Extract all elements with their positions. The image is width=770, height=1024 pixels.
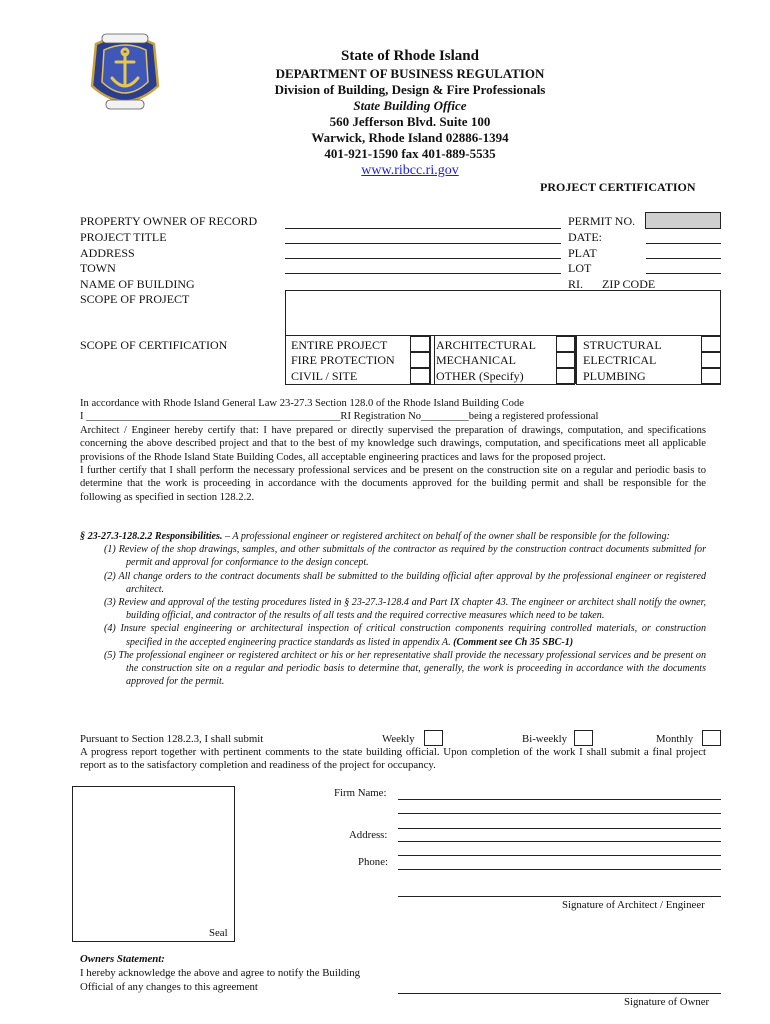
seal-box[interactable] xyxy=(72,786,235,942)
firm-name-input-line[interactable] xyxy=(398,799,721,800)
label-date: DATE: xyxy=(568,230,602,244)
checkbox-entire-project[interactable] xyxy=(410,336,430,352)
owner-statement-heading: Owners Statement: xyxy=(80,953,165,965)
scope-fire-protection: FIRE PROTECTION xyxy=(291,353,395,367)
label-firm-name: Firm Name: xyxy=(334,787,387,799)
responsibilities-section xyxy=(80,530,706,688)
scope-other: OTHER (Specify) xyxy=(436,369,524,383)
firm-address-input-line[interactable] xyxy=(398,828,721,829)
address-input-line[interactable] xyxy=(285,258,561,259)
checkbox-biweekly[interactable] xyxy=(574,730,593,746)
label-monthly: Monthly xyxy=(656,733,694,745)
label-project-title: PROJECT TITLE xyxy=(80,230,167,244)
header-phone-fax: 401-921-1590 fax 401-889-5535 xyxy=(324,146,496,161)
header-city: Warwick, Rhode Island 02886-1394 xyxy=(311,130,509,145)
checkbox-structural[interactable] xyxy=(701,336,721,352)
certification-text xyxy=(80,397,706,504)
firm-phone-input-line-2[interactable] xyxy=(398,869,721,870)
date-input-line[interactable] xyxy=(646,243,721,244)
permit-number-field[interactable] xyxy=(645,212,721,229)
label-town: TOWN xyxy=(80,261,116,275)
scope-civil-site: CIVIL / SITE xyxy=(291,369,358,383)
header-division: Division of Building, Design & Fire Professionals xyxy=(274,82,546,97)
label-plat: PLAT xyxy=(568,246,597,260)
owner-signature-line[interactable] xyxy=(398,993,721,994)
checkbox-civil-site[interactable] xyxy=(410,368,430,384)
scope-entire-project: ENTIRE PROJECT xyxy=(291,338,388,352)
checkbox-mechanical[interactable] xyxy=(556,352,576,368)
label-weekly: Weekly xyxy=(382,733,415,745)
state-seal-logo xyxy=(86,30,164,114)
scope-structural: STRUCTURAL xyxy=(583,338,662,352)
seal-label: Seal xyxy=(209,927,228,939)
architect-signature-line[interactable] xyxy=(398,896,721,897)
responsibility-item-2: (2) All change orders to the contract documents shall be submitted to the building official after approval by the professional engineer or registered architect. xyxy=(104,570,706,595)
checkbox-other[interactable] xyxy=(556,368,576,384)
label-scope-certification: SCOPE OF CERTIFICATION xyxy=(80,338,228,352)
checkbox-monthly[interactable] xyxy=(702,730,721,746)
scope-mechanical: MECHANICAL xyxy=(436,353,516,367)
firm-phone-input-line[interactable] xyxy=(398,855,721,856)
label-lot: LOT xyxy=(568,261,592,275)
responsibility-item-3: (3) Review and approval of the testing procedures listed in § 23-27.3-128.4 and Part IX chapter 43. The engineer or architect shall notify the owner, building official, and contractor of the results of all tests and the required corrective measures which need to be taken. xyxy=(104,597,706,622)
scope-plumbing: PLUMBING xyxy=(583,369,646,383)
project-title-input-line[interactable] xyxy=(285,243,561,244)
label-address: ADDRESS xyxy=(80,246,135,260)
label-zip: ZIP CODE xyxy=(602,277,656,291)
owner-input-line[interactable] xyxy=(285,228,561,229)
header-department: DEPARTMENT OF BUSINESS REGULATION xyxy=(275,66,545,81)
website-link[interactable]: www.ribcc.ri.gov xyxy=(361,163,459,178)
label-building: NAME OF BUILDING xyxy=(80,277,195,291)
architect-signature-label: Signature of Architect / Engineer xyxy=(562,899,705,911)
owner-statement-line1: I hereby acknowledge the above and agree to notify the Building xyxy=(80,967,361,979)
reporting-pursuant: Pursuant to Section 128.2.3, I shall submit xyxy=(80,733,264,745)
label-permit: PERMIT NO. xyxy=(568,214,636,228)
label-scope-project: SCOPE OF PROJECT xyxy=(80,292,190,306)
scope-col3-group xyxy=(576,335,721,385)
checkbox-architectural[interactable] xyxy=(556,336,576,352)
label-owner: PROPERTY OWNER OF RECORD xyxy=(80,214,258,228)
plat-input-line[interactable] xyxy=(646,258,721,259)
scope-col2-group xyxy=(430,335,575,385)
firm-name-input-line-2[interactable] xyxy=(398,813,721,814)
town-input-line[interactable] xyxy=(285,273,561,274)
label-firm-phone: Phone: xyxy=(358,856,388,868)
header-street: 560 Jefferson Blvd. Suite 100 xyxy=(329,114,491,129)
responsibilities-intro: – A professional engineer or registered architect on behalf of the owner shall be responsible for the following: xyxy=(222,531,670,542)
firm-address-input-line-2[interactable] xyxy=(398,841,721,842)
cert-body: Architect / Engineer hereby certify that: I have prepared or directly supervised the preparation of drawings, computation, and specifications concerning the above described project and that to the best of my knowledge such drawings, computation, and specifications meet all applicable provisions of the Rhode Island State Building Codes, all acceptable engineering practices and laws for the proposed project. xyxy=(80,424,706,463)
lot-input-line[interactable] xyxy=(646,273,721,274)
owner-statement-line2: Official of any changes to this agreement xyxy=(80,981,258,993)
responsibilities-heading: § 23-27.3-128.2.2 Responsibilities. xyxy=(80,531,223,542)
reporting-text: A progress report together with pertinent comments to the state building official. Upon completion of the work I shall submit a final project report as to the satisfactory completion and readiness of the project for occupancy. xyxy=(80,746,706,772)
responsibility-item-4-note: (Comment see Ch 35 SBC-1) xyxy=(453,636,574,648)
form-title: PROJECT CERTIFICATION xyxy=(540,180,696,194)
responsibility-item-5: (5) The professional engineer or registered architect or his or her representative shall provide the necessary professional services and be present on the construction site on a regular and periodic basis to determine that, generally, the work is proceeding in accordance with the documents approved for the permit. xyxy=(104,649,706,688)
label-biweekly: Bi-weekly xyxy=(522,733,567,745)
checkbox-weekly[interactable] xyxy=(424,730,443,746)
label-firm-address: Address: xyxy=(349,829,388,841)
cert-further: I further certify that I shall perform the necessary professional services and be present on the construction site on a regular and periodic basis to determine that the work is proceeding in accordance with the documents approved for the building permit and shall be responsible for the following as specified in section 128.2.2. xyxy=(80,465,706,503)
cert-line1: In accordance with Rhode Island General Law 23-27.3 Section 128.0 of the Rhode Island Building Code xyxy=(80,398,524,409)
checkbox-fire-protection[interactable] xyxy=(410,352,430,368)
responsibility-item-4: (4) Insure special engineering or architectural inspection of critical construction components requiring controlled materials, or construction specified in the accepted engineering practice standards as listed in appendix A. (Comment see Ch 35 SBC-1) xyxy=(104,623,706,648)
header-office: State Building Office xyxy=(353,98,467,113)
cert-line2: I ________________________________________________RI Registration No_________being a registered professional xyxy=(80,411,599,423)
checkbox-plumbing[interactable] xyxy=(701,368,721,384)
header-state: State of Rhode Island xyxy=(341,48,479,64)
responsibility-item-1: (1) Review of the shop drawings, samples, and other submittals of the contractor as required by the construction contract documents submitted for permit and approval for conformance to the design concept. xyxy=(104,544,706,569)
label-ri: RI. xyxy=(568,277,583,291)
owner-signature-label: Signature of Owner xyxy=(624,996,710,1008)
scope-project-box[interactable] xyxy=(285,290,721,336)
scope-electrical: ELECTRICAL xyxy=(583,353,657,367)
scope-architectural: ARCHITECTURAL xyxy=(436,338,536,352)
checkbox-electrical[interactable] xyxy=(701,352,721,368)
